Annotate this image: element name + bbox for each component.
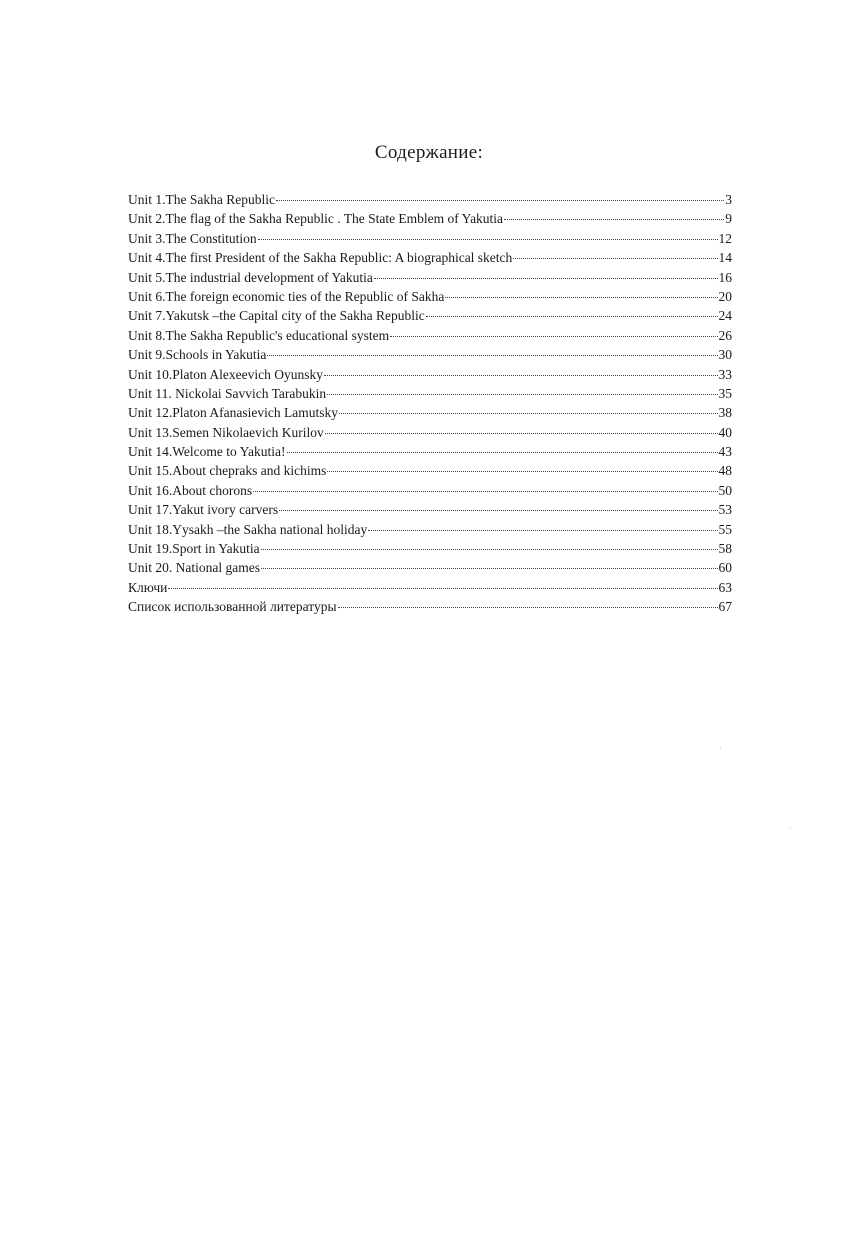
toc-dot-leader (338, 607, 718, 608)
toc-entry (128, 326, 732, 345)
scan-speck (790, 828, 791, 829)
toc-entry (128, 248, 732, 267)
toc-entry-label: Unit 20. National games (128, 560, 260, 576)
table-of-contents (128, 190, 732, 617)
toc-entry-label: Unit 11. Nickolai Savvich Tarabukin (128, 385, 327, 401)
toc-entry-label: Unit 18.Yysakh –the Sakha national holiday (128, 521, 368, 537)
toc-entry (128, 520, 732, 539)
toc-entry-label: Unit 4.The first President of the Sakha Republic: A biographical sketch (128, 250, 513, 266)
toc-entry-label: Unit 16.About chorons (128, 482, 253, 498)
toc-entry-page-number: 67 (718, 599, 732, 615)
toc-dot-leader (504, 219, 724, 220)
toc-dot-leader (287, 452, 718, 453)
toc-entry-page-number: 26 (718, 327, 732, 343)
toc-entry-page-number: 3 (725, 192, 732, 207)
scan-speck (720, 747, 721, 748)
toc-entry (128, 209, 732, 228)
toc-entry-label: Unit 12.Platon Afanasievich Lamutsky (128, 405, 338, 421)
toc-entry-page-number: 30 (718, 347, 732, 363)
toc-entry-label: Unit 19.Sport in Yakutia (128, 541, 260, 557)
toc-dot-leader (168, 588, 717, 589)
toc-dot-leader (279, 510, 717, 511)
toc-entry-page-number: 53 (718, 502, 732, 518)
toc-dot-leader (374, 278, 718, 279)
toc-dot-leader (261, 549, 718, 550)
toc-entry (128, 190, 732, 209)
toc-entry-page-number: 55 (718, 521, 732, 537)
toc-dot-leader (258, 239, 718, 240)
toc-entry-page-number: 60 (718, 560, 732, 576)
toc-entry-label: Unit 2.The flag of the Sakha Republic . The State Emblem of Yakutia (128, 211, 504, 227)
toc-entry-page-number: 16 (718, 269, 732, 285)
toc-entry-page-number: 20 (718, 288, 732, 304)
toc-dot-leader (368, 530, 717, 531)
toc-entry-page-number: 24 (718, 308, 732, 324)
toc-entry (128, 268, 732, 287)
toc-entry-label: Unit 5.The industrial development of Yakutia (128, 269, 373, 285)
toc-dot-leader (390, 336, 717, 337)
toc-entry-label: Unit 17.Yakut ivory carvers (128, 502, 279, 518)
toc-entry-page-number: 63 (718, 579, 732, 595)
toc-entry (128, 287, 732, 306)
toc-entry-label: Ключи (128, 579, 168, 595)
toc-entry-label: Unit 13.Semen Nikolaevich Kurilov (128, 424, 324, 440)
toc-dot-leader (426, 316, 718, 317)
toc-entry (128, 345, 732, 364)
toc-dot-leader (325, 433, 718, 434)
toc-entry-label: Список использованной литературы (128, 599, 337, 615)
toc-entry-page-number: 48 (718, 463, 732, 479)
toc-entry-page-number: 9 (725, 211, 732, 227)
toc-entry-label: Unit 3.The Constitution (128, 230, 257, 246)
toc-entry-page-number: 40 (718, 424, 732, 440)
toc-entry-page-number: 33 (718, 366, 732, 382)
toc-entry (128, 500, 732, 519)
toc-entry-page-number: 35 (718, 385, 732, 401)
toc-dot-leader (513, 258, 717, 259)
toc-entry (128, 365, 732, 384)
toc-entry (128, 558, 732, 577)
toc-entry (128, 229, 732, 248)
toc-entry-label: Unit 7.Yakutsk –the Capital city of the Sakha Republic (128, 308, 425, 324)
toc-entry-page-number: 12 (718, 230, 732, 246)
toc-entry (128, 539, 732, 558)
toc-entry (128, 442, 732, 461)
toc-dot-leader (445, 297, 717, 298)
toc-entry-label: Unit 10.Platon Alexeevich Oyunsky (128, 366, 323, 382)
toc-dot-leader (327, 471, 717, 472)
toc-entry-label: Unit 9.Schools in Yakutia (128, 347, 267, 363)
toc-entry-label: Unit 15.About chepraks and kichims (128, 463, 327, 479)
toc-entry (128, 481, 732, 500)
toc-entry (128, 403, 732, 422)
toc-entry-page-number: 58 (718, 541, 732, 557)
toc-entry (128, 423, 732, 442)
toc-dot-leader (327, 394, 717, 395)
toc-dot-leader (253, 491, 717, 492)
toc-entry-page-number: 38 (718, 405, 732, 421)
toc-dot-leader (276, 200, 724, 201)
toc-entry-label: Unit 1.The Sakha Republic (128, 192, 275, 207)
toc-entry-page-number: 50 (718, 482, 732, 498)
toc-title: Содержание: (374, 142, 484, 163)
toc-entry-page-number: 43 (718, 444, 732, 460)
toc-entry (128, 384, 732, 403)
toc-entry (128, 597, 732, 616)
toc-dot-leader (339, 413, 718, 414)
toc-entry-label: Unit 8.The Sakha Republic's educational system (128, 327, 390, 343)
toc-entry-label: Unit 14.Welcome to Yakutia! (128, 444, 286, 460)
toc-dot-leader (324, 375, 718, 376)
toc-entry (128, 461, 732, 480)
toc-entry-label: Unit 6.The foreign economic ties of the Republic of Sakha (128, 288, 445, 304)
toc-dot-leader (261, 568, 718, 569)
toc-entry-page-number: 14 (718, 250, 732, 266)
toc-entry (128, 306, 732, 325)
toc-dot-leader (267, 355, 717, 356)
toc-entry (128, 578, 732, 597)
